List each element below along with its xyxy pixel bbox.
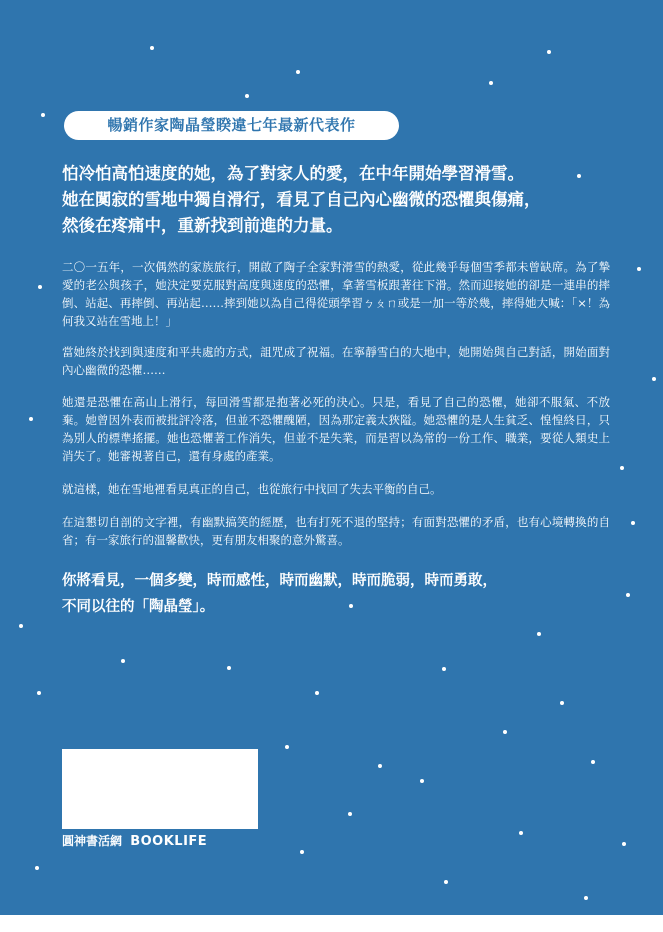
headline-line: 她在闃寂的雪地中獨自滑行，看見了自己內心幽微的恐懼與傷痛， [62, 190, 541, 209]
star [584, 896, 588, 900]
star [637, 267, 641, 271]
star [296, 70, 300, 74]
star [537, 632, 541, 636]
star [348, 812, 352, 816]
star [442, 667, 446, 671]
headline-line: 怕冷怕高怕速度的她，為了對家人的愛，在中年開始學習滑雪。 [62, 164, 524, 183]
publisher-name: 圓神書活網 [62, 834, 123, 848]
star [300, 850, 304, 854]
star [227, 666, 231, 670]
publisher-brand: BOOKLIFE [130, 834, 208, 849]
star [626, 593, 630, 597]
star [444, 880, 448, 884]
star [631, 521, 635, 525]
star [315, 691, 319, 695]
body-paragraph: 她還是恐懼在高山上滑行，每回滑雪都是抱著必死的決心。只是，看見了自己的恐懼，她卻不服氣、不放棄。她曾因外表而被批評冷落，但並不恐懼醜陋，因為那定義太狹隘。她恐懼的是人生貧乏、惶惶終日，只為別人的標準搖擺。她也恐懼著工作消失，但並不是失業，而是習以為常的一份工作、職業，要從人類史上消失了。她審視著自己，還有身處的產業。 [62, 395, 610, 463]
star [620, 466, 624, 470]
publisher-logo [62, 832, 207, 849]
star [37, 691, 41, 695]
star [560, 701, 564, 705]
star [35, 866, 39, 870]
star [29, 417, 33, 421]
closing-line: 你將看見，一個多變，時而感性，時而幽默，時而脆弱，時而勇敢， [62, 573, 497, 589]
star [38, 285, 42, 289]
star [41, 113, 45, 117]
star [652, 377, 656, 381]
body-paragraph: 在這懇切自剖的文字裡，有幽默搞笑的經歷，也有打死不退的堅持；有面對恐懼的矛盾，也有心境轉換的自省；有一家旅行的溫馨歡快，更有朋友相聚的意外驚喜。 [62, 515, 610, 547]
headline [62, 161, 622, 239]
star [150, 46, 154, 50]
body-paragraph: 二〇一五年，一次偶然的家族旅行，開啟了陶子全家對滑雪的熱愛，從此幾乎每個雪季都未曾缺席。為了摯愛的老公與孩子，她決定要克服對高度與速度的恐懼，拿著雪板跟著往下滑。然而迎接她的卻是一連串的摔倒、站起、再摔倒、再站起……摔到她以為自己得從頭學習ㄅㄆㄇ或是一加一等於幾，摔得她大喊：「×！為何我又站在雪地上！」 [62, 260, 610, 328]
star [245, 94, 249, 98]
closing-statement [62, 568, 582, 620]
star [547, 50, 551, 54]
star [19, 624, 23, 628]
star [285, 745, 289, 749]
star [420, 779, 424, 783]
body-paragraph: 就這樣，她在雪地裡看見真正的自己，也從旅行中找回了失去平衡的自己。 [62, 482, 442, 496]
star [489, 81, 493, 85]
star [121, 659, 125, 663]
barcode-area [62, 749, 258, 829]
headline-line: 然後在疼痛中，重新找到前進的力量。 [62, 216, 343, 235]
star [591, 760, 595, 764]
star [378, 764, 382, 768]
closing-line: 不同以往的「陶晶瑩」。 [62, 599, 215, 615]
star [503, 730, 507, 734]
star [622, 842, 626, 846]
star [519, 831, 523, 835]
tagline-banner: 暢銷作家陶晶瑩睽違七年最新代表作 [64, 111, 399, 140]
body-paragraph: 當她終於找到與速度和平共處的方式，詛咒成了祝福。在寧靜雪白的大地中，她開始與自己對話，開始面對內心幽微的恐懼…… [62, 345, 610, 377]
